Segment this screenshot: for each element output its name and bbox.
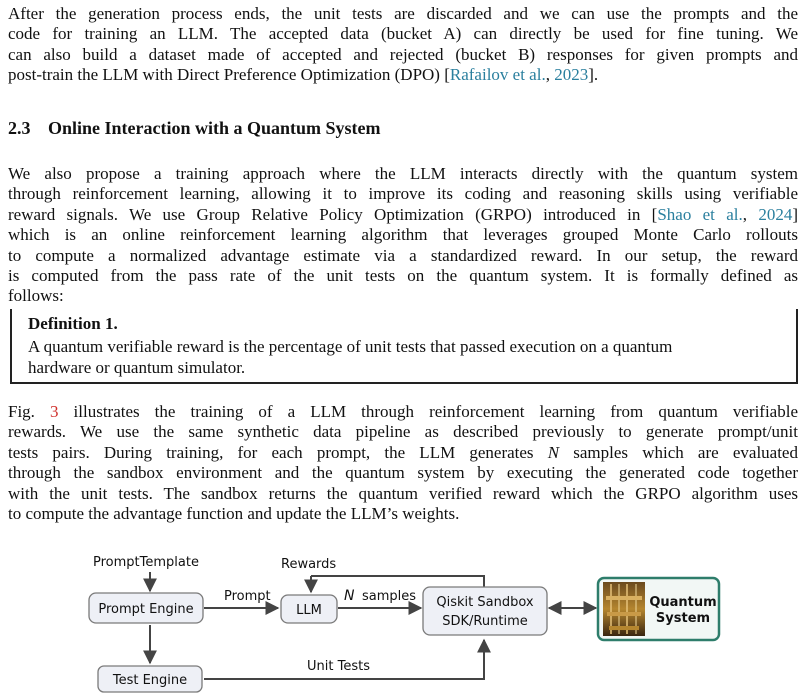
llm-label: LLM bbox=[296, 603, 322, 618]
text-line: code for training an LLM. The accepted data (bucket A) can directly be used for fine tuning. We bbox=[8, 24, 798, 44]
prompt-engine-node bbox=[89, 593, 203, 623]
text-line: through the sandbox environment and the quantum system by executing the generated code together bbox=[8, 463, 798, 483]
text-line: hardware or quantum simulator. bbox=[28, 358, 246, 377]
prompt-template-label: PromptTemplate bbox=[93, 555, 199, 570]
samples-label: samples bbox=[362, 589, 417, 604]
text-line: tests pairs. During training, for each prompt, the LLM generates N samples which are evaluated bbox=[8, 442, 798, 462]
paragraph-intro bbox=[8, 4, 798, 86]
figure-reference-link[interactable]: 3 bbox=[49, 402, 59, 421]
test-engine-node bbox=[98, 666, 202, 692]
text-line: to compute a normalized advantage estimate via a standardized reward. In our setup, the reward bbox=[8, 245, 798, 265]
section-heading bbox=[8, 118, 381, 139]
section-number: 2.3 bbox=[8, 118, 31, 138]
quantum-label-line2: System bbox=[655, 611, 711, 626]
text-line: which is an online reinforcement learning algorithm that leverages grouped Monte Carlo rollouts bbox=[8, 225, 798, 245]
text-line: Fig. 3 illustrates the training of a LLM through reinforcement learning from quantum verifiable bbox=[8, 402, 798, 421]
text-line: After the generation process ends, the unit tests are discarded and we can use the prompts and the bbox=[8, 4, 798, 23]
sandbox-label-line2: SDK/Runtime bbox=[442, 614, 528, 629]
quantum-computer-image bbox=[603, 582, 645, 636]
paragraph-online-interaction bbox=[8, 164, 798, 307]
text-line: follows: bbox=[8, 286, 64, 306]
text-line: with the unit tests. The sandbox returns the quantum verified reward which the GRPO algorithm uses bbox=[8, 483, 798, 503]
definition-title: Definition 1. bbox=[28, 314, 118, 333]
training-diagram bbox=[0, 540, 806, 700]
definition-body bbox=[28, 336, 788, 378]
section-title: Online Interaction with a Quantum System bbox=[48, 118, 381, 138]
samples-n-symbol: N bbox=[344, 588, 355, 604]
llm-node bbox=[281, 595, 337, 623]
text-line: We also propose a training approach where the LLM interacts directly with the quantum system bbox=[8, 164, 798, 183]
text-line: A quantum verifiable reward is the percentage of unit tests that passed execution on a quantum bbox=[28, 337, 673, 356]
text-line: rewards. We use the same synthetic data pipeline as described previously to generate prompt/unit bbox=[8, 422, 798, 442]
text-line: reward signals. We use Group Relative Policy Optimization (GRPO) introduced in [Shao et al., 2024] bbox=[8, 204, 798, 224]
sandbox-node bbox=[423, 587, 547, 635]
quantum-system-node bbox=[598, 578, 719, 640]
unit-tests-label: Unit Tests bbox=[307, 659, 370, 674]
citation-link[interactable]: Rafailov et al., 2023 bbox=[449, 65, 589, 85]
quantum-label-line1: Quantum bbox=[649, 595, 717, 610]
text-line: post-train the LLM with Direct Preference Optimization (DPO) [Rafailov et al., 2023]. bbox=[8, 65, 599, 85]
text-line: to compute the advantage function and update the LLM’s weights. bbox=[8, 504, 460, 524]
prompt-engine-label: Prompt Engine bbox=[98, 602, 194, 617]
sandbox-label-line1: Qiskit Sandbox bbox=[436, 595, 534, 610]
text-line: is computed from the pass rate of the unit tests on the quantum system. It is formally defined as bbox=[8, 266, 798, 286]
prompt-label: Prompt bbox=[224, 589, 271, 604]
test-engine-label: Test Engine bbox=[112, 673, 188, 688]
rewards-label: Rewards bbox=[281, 557, 337, 572]
paragraph-figure-description bbox=[8, 402, 798, 524]
text-line: through reinforcement learning, allowing it to improve its coding and reasoning skills using verifiable bbox=[8, 184, 798, 204]
text-line: can also build a dataset made of accepted and rejected (bucket B) responses for given prompts and bbox=[8, 44, 798, 64]
citation-link[interactable]: Shao et al., 2024 bbox=[657, 204, 793, 224]
